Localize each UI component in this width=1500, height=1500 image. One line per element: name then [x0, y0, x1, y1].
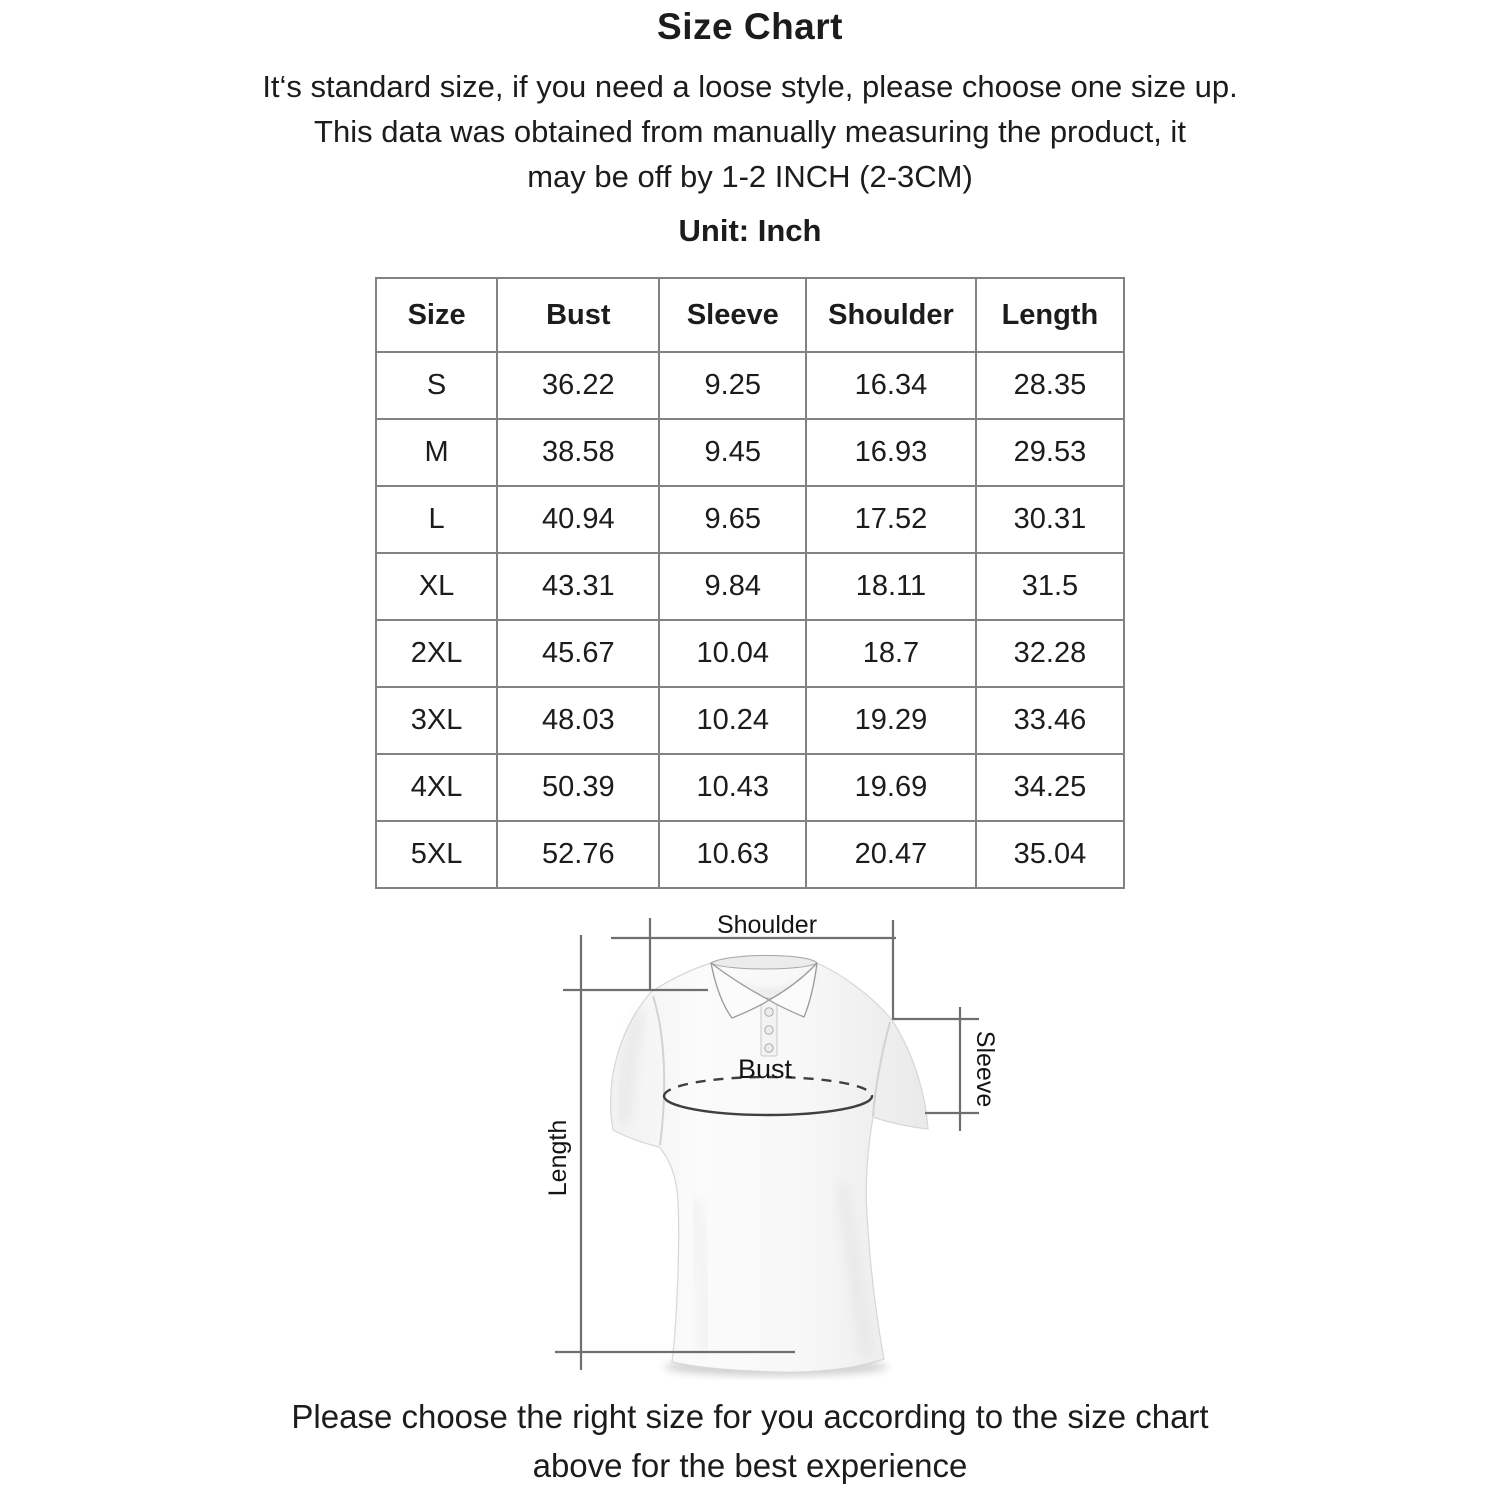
size-row-s — [376, 352, 1124, 419]
size-row-l — [376, 486, 1124, 553]
unit-label: Unit: Inch — [678, 213, 822, 248]
collar-back-band — [711, 956, 817, 970]
sleeve-label: Sleeve — [971, 1030, 999, 1108]
measurement-cell: 10.04 — [659, 620, 806, 687]
size-cell: M — [376, 419, 497, 486]
size-note-line-3: may be off by 1-2 INCH (2-3CM) — [527, 159, 973, 194]
measurement-cell: 38.58 — [497, 419, 659, 486]
size-table-header-row — [376, 278, 1124, 352]
measurement-cell: 19.69 — [806, 754, 976, 821]
measurement-cell: 10.43 — [659, 754, 806, 821]
size-note — [0, 64, 1500, 199]
size-cell: 2XL — [376, 620, 497, 687]
measurement-cell: 45.67 — [497, 620, 659, 687]
shirt-button — [765, 1026, 773, 1034]
size-note-line-1: It‘s standard size, if you need a loose style, please choose one size up. — [262, 69, 1238, 104]
column-header-size: Size — [376, 278, 497, 352]
measurement-cell: 50.39 — [497, 754, 659, 821]
measurement-cell: 31.5 — [976, 553, 1124, 620]
page-title: Size Chart — [657, 6, 843, 47]
size-cell: 5XL — [376, 821, 497, 888]
footer-line-2: above for the best experience — [532, 1447, 968, 1484]
shoulder-label: Shoulder — [716, 911, 818, 939]
size-table — [375, 277, 1125, 889]
size-note-line-2: This data was obtained from manually measuring the product, it — [314, 114, 1186, 149]
column-header-shoulder: Shoulder — [806, 278, 976, 352]
size-cell: XL — [376, 553, 497, 620]
shirt-button — [765, 1008, 773, 1016]
measurement-cell: 10.24 — [659, 687, 806, 754]
size-row-m — [376, 419, 1124, 486]
measurement-diagram — [520, 900, 1020, 1380]
measurement-cell: 34.25 — [976, 754, 1124, 821]
measurement-cell: 17.52 — [806, 486, 976, 553]
size-row-5xl — [376, 821, 1124, 888]
size-table-body — [376, 352, 1124, 888]
measurement-cell: 43.31 — [497, 553, 659, 620]
measurement-cell: 32.28 — [976, 620, 1124, 687]
measurement-cell: 36.22 — [497, 352, 659, 419]
measurement-cell: 9.25 — [659, 352, 806, 419]
column-header-sleeve: Sleeve — [659, 278, 806, 352]
measurement-cell: 52.76 — [497, 821, 659, 888]
size-row-4xl — [376, 754, 1124, 821]
measurement-cell: 29.53 — [976, 419, 1124, 486]
measurement-cell: 9.45 — [659, 419, 806, 486]
bust-label: Bust — [737, 1054, 793, 1084]
polo-shirt-illustration — [611, 956, 928, 1373]
footer-note — [0, 1392, 1500, 1490]
length-label: Length — [544, 1119, 572, 1197]
measurement-cell: 16.34 — [806, 352, 976, 419]
measurement-cell: 20.47 — [806, 821, 976, 888]
column-header-length: Length — [976, 278, 1124, 352]
measurement-cell: 48.03 — [497, 687, 659, 754]
size-row-3xl — [376, 687, 1124, 754]
measurement-cell: 16.93 — [806, 419, 976, 486]
measurement-cell: 19.29 — [806, 687, 976, 754]
shirt-button — [765, 1044, 773, 1052]
measurement-cell: 9.65 — [659, 486, 806, 553]
column-header-bust: Bust — [497, 278, 659, 352]
size-row-xl — [376, 553, 1124, 620]
measurement-cell: 10.63 — [659, 821, 806, 888]
size-cell: 4XL — [376, 754, 497, 821]
measurement-cell: 30.31 — [976, 486, 1124, 553]
measurement-cell: 9.84 — [659, 553, 806, 620]
measurement-cell: 18.11 — [806, 553, 976, 620]
footer-line-1: Please choose the right size for you according to the size chart — [291, 1398, 1209, 1435]
size-cell: S — [376, 352, 497, 419]
size-row-2xl — [376, 620, 1124, 687]
measurement-cell: 33.46 — [976, 687, 1124, 754]
measurement-cell: 28.35 — [976, 352, 1124, 419]
size-cell: L — [376, 486, 497, 553]
measurement-cell: 35.04 — [976, 821, 1124, 888]
measurement-cell: 40.94 — [497, 486, 659, 553]
measurement-cell: 18.7 — [806, 620, 976, 687]
size-cell: 3XL — [376, 687, 497, 754]
